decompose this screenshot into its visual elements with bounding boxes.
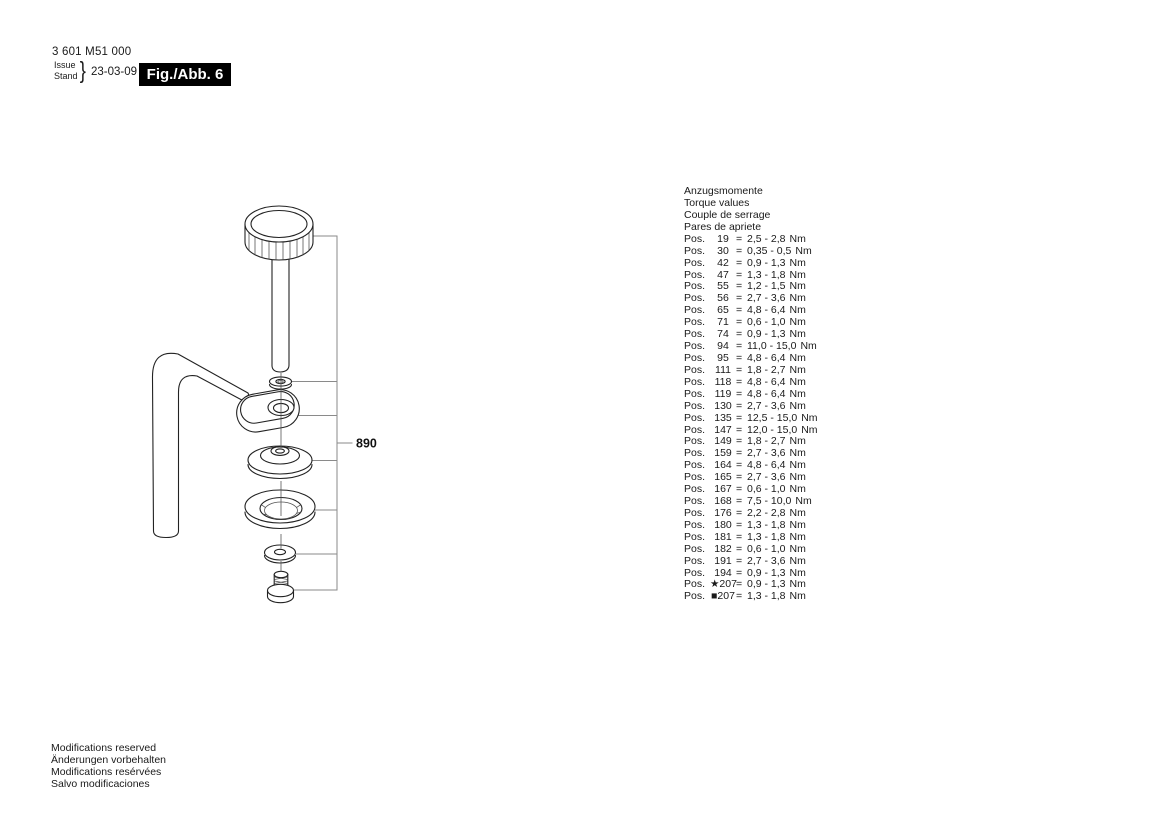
torque-row-unit: Nm <box>789 280 806 293</box>
torque-row <box>684 377 818 389</box>
torque-row-position-number: 47 <box>717 268 729 281</box>
torque-row-unit: Nm <box>789 542 806 555</box>
torque-row-position-number: 94 <box>717 340 729 353</box>
torque-row <box>684 413 818 425</box>
torque-row-equals: = <box>736 566 743 579</box>
torque-row-position-number: 119 <box>714 387 732 400</box>
modifications-note-fr: Modifications resérvées <box>51 766 162 779</box>
issue-label: Issue <box>54 60 76 70</box>
issue-date: 23-03-09 <box>91 66 138 78</box>
torque-row-position-number: 164 <box>714 459 732 472</box>
modifications-note <box>51 742 166 790</box>
torque-row-equals: = <box>736 554 743 567</box>
torque-row-equals: = <box>736 244 743 257</box>
torque-row-unit: Nm <box>789 554 806 567</box>
torque-row-unit: Nm <box>789 232 806 245</box>
torque-row <box>684 556 818 568</box>
torque-row-range: 2,7 - 3,6 <box>747 554 786 567</box>
torque-row-pos-label: Pos. <box>684 351 706 364</box>
torque-row-range: 7,5 - 10,0 <box>747 495 792 508</box>
torque-row-pos-label: Pos. <box>684 232 706 245</box>
torque-row-position-number: 191 <box>714 554 732 567</box>
torque-row-range: 0,35 - 0,5 <box>747 244 792 257</box>
torque-row-range: 1,8 - 2,7 <box>747 363 786 376</box>
assembly-number-label: 890 <box>356 436 377 451</box>
torque-row-range: 0,9 - 1,3 <box>747 578 786 591</box>
torque-row-pos-label: Pos. <box>684 375 706 388</box>
issue-stand-labels <box>54 60 78 81</box>
torque-row-equals: = <box>736 578 743 591</box>
torque-row-equals: = <box>736 471 743 484</box>
torque-row-equals: = <box>736 506 743 519</box>
torque-row-range: 1,3 - 1,8 <box>747 268 786 281</box>
torque-row-position-number: 71 <box>717 316 729 329</box>
torque-row-pos-label: Pos. <box>684 399 706 412</box>
figure-label: Fig./Abb. 6 <box>146 66 224 83</box>
torque-values-table <box>684 186 818 603</box>
torque-row-pos-label: Pos. <box>684 483 706 496</box>
torque-row-position-number: 182 <box>714 542 732 555</box>
torque-row-equals: = <box>736 256 743 269</box>
torque-row-position-number: 65 <box>717 304 729 317</box>
torque-row-equals: = <box>736 304 743 317</box>
torque-row-equals: = <box>736 518 743 531</box>
knob-shaft <box>272 258 289 372</box>
brace-glyph: } <box>79 57 86 83</box>
torque-row-position-number: 135 <box>714 411 732 424</box>
torque-row-pos-label: Pos. <box>684 471 706 484</box>
modifications-note-es: Salvo modificaciones <box>51 778 150 791</box>
torque-row-range: 4,8 - 6,4 <box>747 459 786 472</box>
torque-row-range: 0,9 - 1,3 <box>747 328 786 341</box>
torque-row-pos-label: Pos. <box>684 506 706 519</box>
torque-row-unit: Nm <box>789 483 806 496</box>
torque-row-position-number: 30 <box>717 244 729 257</box>
knurled-knob <box>245 206 313 260</box>
torque-row-pos-label: Pos. <box>684 530 706 543</box>
torque-row-pos-label: Pos. <box>684 495 706 508</box>
torque-row-position-number: 180 <box>714 518 732 531</box>
torque-row-unit: Nm <box>789 256 806 269</box>
torque-row-pos-label: Pos. <box>684 256 706 269</box>
torque-row-equals: = <box>736 268 743 281</box>
handle-tube <box>152 353 253 537</box>
torque-row-equals: = <box>736 363 743 376</box>
torque-row-unit: Nm <box>789 530 806 543</box>
torque-row-equals: = <box>736 447 743 460</box>
torque-row-equals: = <box>736 387 743 400</box>
torque-row-equals: = <box>736 435 743 448</box>
torque-row-range: 12,5 - 15,0 <box>747 411 798 424</box>
torque-row-equals: = <box>736 340 743 353</box>
torque-row-pos-label: Pos. <box>684 316 706 329</box>
torque-row-equals: = <box>736 495 743 508</box>
torque-row <box>684 389 818 401</box>
torque-row-unit: Nm <box>789 471 806 484</box>
torque-row <box>684 234 818 246</box>
torque-row-pos-label: Pos. <box>684 590 706 603</box>
torque-row-position-number: 168 <box>714 495 732 508</box>
modifications-note-de: Änderungen vorbehalten <box>51 754 167 767</box>
torque-row-unit: Nm <box>789 351 806 364</box>
screw <box>268 571 294 602</box>
torque-row-pos-label: Pos. <box>684 518 706 531</box>
torque-row-range: 1,3 - 1,8 <box>747 518 786 531</box>
torque-row-equals: = <box>736 459 743 472</box>
torque-row-range: 0,9 - 1,3 <box>747 566 786 579</box>
torque-row-unit: Nm <box>789 447 806 460</box>
torque-row-unit: Nm <box>789 518 806 531</box>
torque-row-unit: Nm <box>789 304 806 317</box>
torque-row-unit: Nm <box>789 578 806 591</box>
torque-row-equals: = <box>736 399 743 412</box>
torque-row-pos-label: Pos. <box>684 554 706 567</box>
torque-row-range: 2,7 - 3,6 <box>747 399 786 412</box>
torque-row-unit: Nm <box>789 375 806 388</box>
torque-row-pos-label: Pos. <box>684 435 706 448</box>
exploded-view-diagram <box>130 190 390 620</box>
torque-row-unit: Nm <box>795 495 812 508</box>
torque-row-unit: Nm <box>789 399 806 412</box>
torque-row-position-number: 19 <box>717 232 729 245</box>
torque-row-range: 11,0 - 15,0 <box>747 340 797 353</box>
torque-row-position-number: 147 <box>714 423 732 436</box>
torque-title-en: Torque values <box>684 196 750 209</box>
torque-row-pos-label: Pos. <box>684 387 706 400</box>
torque-row-unit: Nm <box>789 316 806 329</box>
torque-row-range: 0,6 - 1,0 <box>747 542 786 555</box>
torque-row-range: 0,9 - 1,3 <box>747 256 786 269</box>
torque-row-equals: = <box>736 280 743 293</box>
torque-row-equals: = <box>736 328 743 341</box>
torque-row-unit: Nm <box>789 566 806 579</box>
torque-row-range: 2,7 - 3,6 <box>747 447 786 460</box>
torque-row-pos-label: Pos. <box>684 244 706 257</box>
torque-row-equals: = <box>736 232 743 245</box>
torque-row-range: 4,8 - 6,4 <box>747 387 786 400</box>
torque-row-pos-label: Pos. <box>684 566 706 579</box>
torque-row-unit: Nm <box>789 292 806 305</box>
torque-row-unit: Nm <box>789 328 806 341</box>
torque-row-pos-label: Pos. <box>684 447 706 460</box>
torque-row-range: 1,3 - 1,8 <box>747 590 786 603</box>
clamp-ring <box>245 490 315 529</box>
torque-row-equals: = <box>736 423 743 436</box>
torque-row-unit: Nm <box>789 590 806 603</box>
torque-row-range: 4,8 - 6,4 <box>747 375 786 388</box>
torque-row-unit: Nm <box>789 435 806 448</box>
torque-row-position-number: 194 <box>714 566 732 579</box>
torque-row-equals: = <box>736 292 743 305</box>
torque-row-position-number: 42 <box>717 256 729 269</box>
torque-row-unit: Nm <box>789 459 806 472</box>
torque-title-de: Anzugsmomente <box>684 185 763 197</box>
torque-row-range: 2,7 - 3,6 <box>747 292 786 305</box>
torque-row-position-number: ■207 <box>711 590 735 603</box>
torque-row <box>684 520 818 532</box>
flat-washer <box>265 545 296 563</box>
torque-title-fr: Couple de serrage <box>684 208 771 221</box>
torque-row-pos-label: Pos. <box>684 542 706 555</box>
torque-row <box>684 246 818 258</box>
torque-row-position-number: 149 <box>714 435 732 448</box>
modifications-note-en: Modifications reserved <box>51 742 157 754</box>
torque-row <box>684 401 818 413</box>
torque-row-pos-label: Pos. <box>684 304 706 317</box>
torque-row-range: 2,5 - 2,8 <box>747 232 786 245</box>
torque-row-position-number: 118 <box>714 375 732 388</box>
torque-row-equals: = <box>736 530 743 543</box>
torque-row-range: 4,8 - 6,4 <box>747 304 786 317</box>
torque-row <box>684 258 818 270</box>
torque-row-position-number: 95 <box>717 351 729 364</box>
torque-row-unit: Nm <box>795 244 812 257</box>
torque-row-pos-label: Pos. <box>684 411 706 424</box>
torque-row-unit: Nm <box>789 268 806 281</box>
small-washer <box>270 377 292 389</box>
torque-row-range: 1,2 - 1,5 <box>747 280 786 293</box>
torque-row-position-number: ★207 <box>710 578 737 591</box>
dome-washer <box>248 446 312 479</box>
torque-row-position-number: 130 <box>714 399 732 412</box>
torque-row-pos-label: Pos. <box>684 268 706 281</box>
torque-rows <box>684 234 818 604</box>
torque-row-unit: Nm <box>789 506 806 519</box>
stand-label: Stand <box>54 70 78 81</box>
figure-label-box <box>139 63 231 86</box>
torque-row-position-number: 55 <box>717 280 729 293</box>
torque-row-pos-label: Pos. <box>684 328 706 341</box>
torque-row-position-number: 167 <box>714 483 732 496</box>
torque-row-pos-label: Pos. <box>684 340 706 353</box>
torque-row-unit: Nm <box>801 411 818 424</box>
torque-row-unit: Nm <box>801 423 818 436</box>
torque-row-unit: Nm <box>800 340 817 353</box>
torque-row <box>684 532 818 544</box>
torque-row-range: 12,0 - 15,0 <box>747 423 798 436</box>
torque-row-range: 0,6 - 1,0 <box>747 316 786 329</box>
torque-row-pos-label: Pos. <box>684 280 706 293</box>
part-number: 3 601 M51 000 <box>52 46 132 58</box>
torque-row-equals: = <box>736 375 743 388</box>
torque-row-equals: = <box>736 590 743 603</box>
torque-row-range: 1,8 - 2,7 <box>747 435 786 448</box>
torque-row-range: 4,8 - 6,4 <box>747 351 786 364</box>
torque-row-position-number: 159 <box>714 447 732 460</box>
torque-title-es: Pares de apriete <box>684 220 762 233</box>
torque-row-pos-label: Pos. <box>684 292 706 305</box>
torque-row-position-number: 56 <box>717 292 729 305</box>
torque-row-unit: Nm <box>789 387 806 400</box>
torque-row <box>684 591 818 603</box>
torque-row-range: 1,3 - 1,8 <box>747 530 786 543</box>
torque-row-position-number: 176 <box>714 506 732 519</box>
torque-row-unit: Nm <box>789 363 806 376</box>
torque-row-position-number: 181 <box>714 530 732 543</box>
torque-row-pos-label: Pos. <box>684 423 706 436</box>
torque-row-equals: = <box>736 411 743 424</box>
torque-row-equals: = <box>736 316 743 329</box>
leader-lines <box>291 236 353 590</box>
torque-row <box>684 544 818 556</box>
torque-row-range: 2,2 - 2,8 <box>747 506 786 519</box>
torque-row-equals: = <box>736 351 743 364</box>
torque-row-equals: = <box>736 483 743 496</box>
torque-row-pos-label: Pos. <box>684 459 706 472</box>
torque-row-position-number: 111 <box>715 363 731 376</box>
torque-row-equals: = <box>736 542 743 555</box>
torque-row-range: 0,6 - 1,0 <box>747 483 786 496</box>
torque-row-position-number: 165 <box>714 471 732 484</box>
torque-row-position-number: 74 <box>717 328 729 341</box>
torque-row-range: 2,7 - 3,6 <box>747 471 786 484</box>
torque-row-pos-label: Pos. <box>684 363 706 376</box>
torque-row-pos-label: Pos. <box>684 578 706 591</box>
